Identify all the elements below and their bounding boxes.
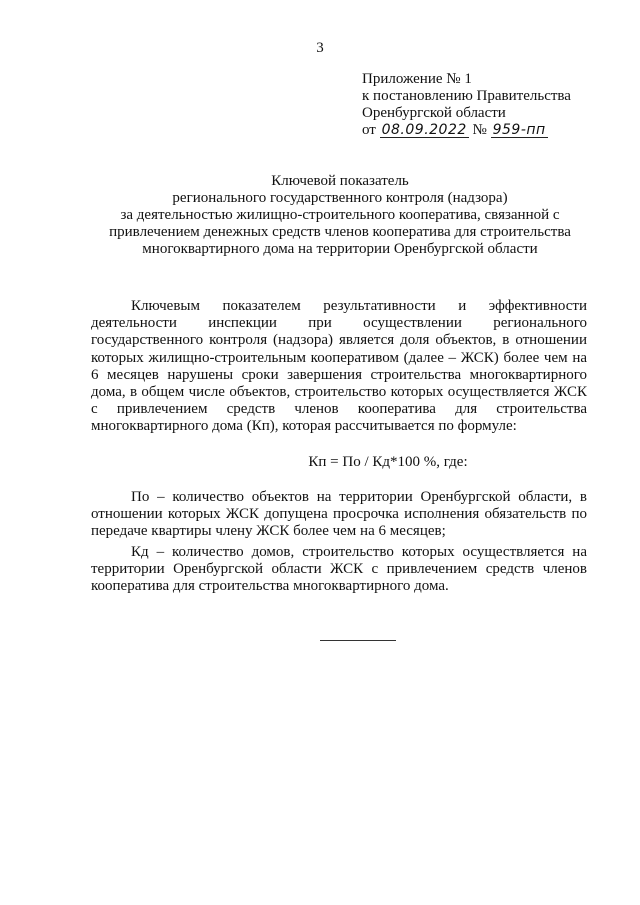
- handwritten-date: 08.09.2022: [381, 122, 467, 138]
- appendix-line-2: к постановлению Правительства: [362, 88, 571, 104]
- title-line-4: привлечением денежных средств членов кооператива для строительства: [109, 224, 571, 240]
- date-prefix: от: [362, 122, 376, 138]
- definition-po: По – количество объектов на территории Оренбургской области, в отношении которых ЖСК допущена просрочка исполнения обязательств по передаче квартиры члену ЖСК более чем на 6 месяцев;: [91, 489, 587, 540]
- definitions: [91, 489, 587, 598]
- handwritten-number: 959-пп: [492, 122, 546, 138]
- body-paragraph: Ключевым показателем результативности и эффективности деятельности инспекции при осуществлении регионального государственного контроля (надзора) является доля объектов, в отношении которых жилищно-строительным кооперативом (далее – ЖСК) более чем на 6 месяцев нарушены сроки завершения строительства многоквартирного дома, в общем числе объектов, строительство которых осуществляется ЖСК с привлечением средств членов кооператива для строительства многоквартирного дома (Кп), которая рассчитывается по формуле:: [91, 298, 587, 435]
- appendix-line-3: Оренбургской области: [362, 105, 506, 121]
- end-separator-line: [320, 640, 396, 641]
- page-number: 3: [316, 40, 324, 56]
- definition-kd: Кд – количество домов, строительство которых осуществляется на территории Оренбургской области ЖСК с привлечением средств членов кооператива для строительства многоквартирного дома.: [91, 543, 587, 595]
- appendix-line-1: Приложение № 1: [362, 71, 472, 87]
- appendix-date-row: [362, 122, 571, 139]
- appendix-block: [362, 71, 571, 139]
- title-line-2: регионального государственного контроля (надзора): [172, 190, 508, 206]
- title-line-1: Ключевой показатель: [271, 173, 409, 189]
- document-title: [80, 173, 600, 258]
- formula: Кп = По / Кд*100 %, где:: [308, 454, 468, 470]
- body-text: [91, 298, 587, 436]
- number-prefix: №: [472, 122, 487, 138]
- title-line-5: многоквартирного дома на территории Оренбургской области: [142, 241, 538, 257]
- title-line-3: за деятельностью жилищно-строительного кооператива, связанной с: [120, 207, 560, 223]
